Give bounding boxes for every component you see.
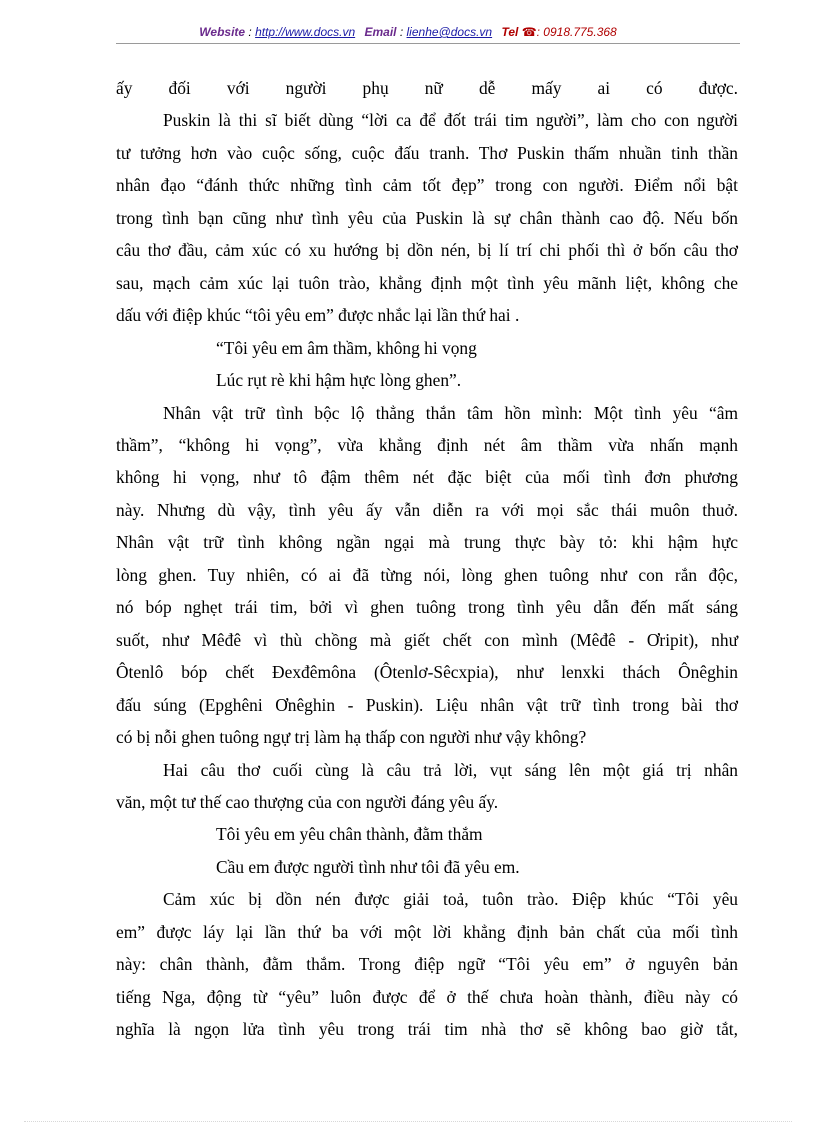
text-line: thầm”, “không hi vọng”, vừa khẳng định nét âm thầm vừa nhấn mạnh <box>116 434 738 455</box>
paragraph <box>116 948 738 980</box>
email-separator: : <box>396 25 407 39</box>
paragraph <box>116 981 738 1013</box>
text-line: này: chân thành, đằm thắm. Trong điệp ngữ “Tôi yêu em” ở nguyên bản <box>116 954 738 975</box>
email-link[interactable]: lienhe@docs.vn <box>406 25 493 39</box>
paragraph <box>116 1013 738 1045</box>
paragraph <box>116 721 738 753</box>
paragraph <box>116 299 738 331</box>
paragraph <box>116 526 738 558</box>
paragraph <box>116 461 738 493</box>
phone-icon: ☎ <box>521 25 537 39</box>
paragraph <box>116 202 738 234</box>
paragraph <box>116 689 738 721</box>
paragraph <box>116 429 738 461</box>
paragraph <box>116 104 738 136</box>
text-line: lòng ghen. Tuy nhiên, có ai đã từng nói, lòng ghen tuông như con rắn độc, <box>116 564 738 585</box>
text-line: có bị nỗi ghen tuông ngự trị làm hạ thấp con người như vậy không? <box>116 727 587 748</box>
verse-line: Cầu em được người tình như tôi đã yêu em. <box>216 856 520 877</box>
footer-divider <box>24 1121 792 1122</box>
paragraph <box>116 624 738 656</box>
paragraph <box>116 494 738 526</box>
text-line: không hi vọng, như tô đậm thêm nét đặc biệt của mối tình đơn phương <box>116 467 738 488</box>
verse-line: Lúc rụt rè khi hậm hực lòng ghen”. <box>216 370 462 391</box>
text-line: Nhân vật trữ tình không ngần ngại mà trung thực bày tỏ: khi hậm hực <box>116 532 738 553</box>
paragraph <box>116 234 738 266</box>
text-line: Hai câu thơ cuối cùng là câu trả lời, vụt sáng lên một giá trị nhân <box>163 759 738 780</box>
paragraph <box>116 591 738 623</box>
text-line: đấu súng (Epghêni Ơnêghin - Puskin). Liệu nhân vật trữ tình trong bài thơ <box>116 694 738 715</box>
text-line: Ôtenlô bóp chết Đexđêmôna (Ôtenlơ-Sêcxpia), như lenxki thách Ônêghin <box>116 662 738 683</box>
paragraph <box>116 267 738 299</box>
text-line: Nhân vật trữ tình bộc lộ thẳng thắn tâm hồn mình: Một tình yêu “âm <box>163 402 738 423</box>
paragraph <box>116 883 738 915</box>
text-line: câu thơ đầu, cảm xúc có xu hướng bị dồn nén, bị lí trí chi phối thì ở bốn câu thơ <box>116 240 738 261</box>
email-label: Email <box>364 25 397 39</box>
paragraph <box>116 559 738 591</box>
header-divider <box>116 43 740 44</box>
paragraph <box>116 137 738 169</box>
website-separator: : <box>245 25 256 39</box>
text-line: em” được láy lại lần thứ ba với một lời khẳng định bản chất của mối tình <box>116 921 738 942</box>
text-line: tiếng Nga, động từ “yêu” luôn được để ở thế chưa hoàn thành, điều này có <box>116 986 738 1007</box>
text-line: này. Nhưng dù vậy, tình yêu ấy vẫn diễn ra với mọi sắc thái muôn thuở. <box>116 499 738 520</box>
text-line: tư tưởng hơn vào cuộc sống, cuộc đấu tranh. Thơ Puskin thấm nhuần tinh thần <box>116 142 738 163</box>
verse-line: Tôi yêu em yêu chân thành, đằm thắm <box>216 824 483 845</box>
text-line: nghĩa là ngọn lửa tình yêu trong trái tim nhà thơ sẽ không bao giờ tắt, <box>116 1019 738 1040</box>
tel-number: : 0918.775.368 <box>536 25 617 39</box>
text-line: dấu với điệp khúc “tôi yêu em” được nhắc lại lần thứ hai . <box>116 305 520 326</box>
page-header <box>0 25 816 39</box>
verse-line: “Tôi yêu em âm thầm, không hi vọng <box>216 337 477 358</box>
paragraph <box>116 786 738 818</box>
paragraph <box>116 169 738 201</box>
paragraph <box>116 916 738 948</box>
paragraph <box>116 656 738 688</box>
document-body <box>116 72 738 1046</box>
text-line: Puskin là thi sĩ biết dùng “lời ca để đốt trái tim người”, làm cho con người <box>163 110 738 131</box>
website-link[interactable]: http://www.docs.vn <box>255 25 356 39</box>
text-line: trong tình bạn cũng như tình yêu của Puskin là sự chân thành cao độ. Nếu bốn <box>116 207 738 228</box>
text-line: Cảm xúc bị dồn nén được giải toả, tuôn trào. Điệp khúc “Tôi yêu <box>163 889 738 910</box>
paragraph-continuation <box>116 72 738 104</box>
website-label: Website <box>199 25 246 39</box>
text-line: ấy đối với người phụ nữ dễ mấy ai có được. <box>116 78 738 98</box>
text-line: nhân đạo “đánh thức những tình cảm tốt đẹp” trong con người. Điểm nổi bật <box>116 175 738 196</box>
paragraph <box>116 754 738 786</box>
text-line: sau, mạch cảm xúc lại tuôn trào, khẳng định một tình yêu mãnh liệt, không che <box>116 272 738 293</box>
paragraph <box>116 397 738 429</box>
tel-label: Tel <box>501 25 519 39</box>
text-line: nó bóp nghẹt trái tim, bởi vì ghen tuông trong tình yêu dẫn đến mất sáng <box>116 597 738 618</box>
text-line: suốt, như Mêđê vì thù chồng mà giết chết con mình (Mêđê - Ơripit), như <box>116 629 738 650</box>
text-line: văn, một tư thế cao thượng của con người đáng yêu ấy. <box>116 791 499 812</box>
